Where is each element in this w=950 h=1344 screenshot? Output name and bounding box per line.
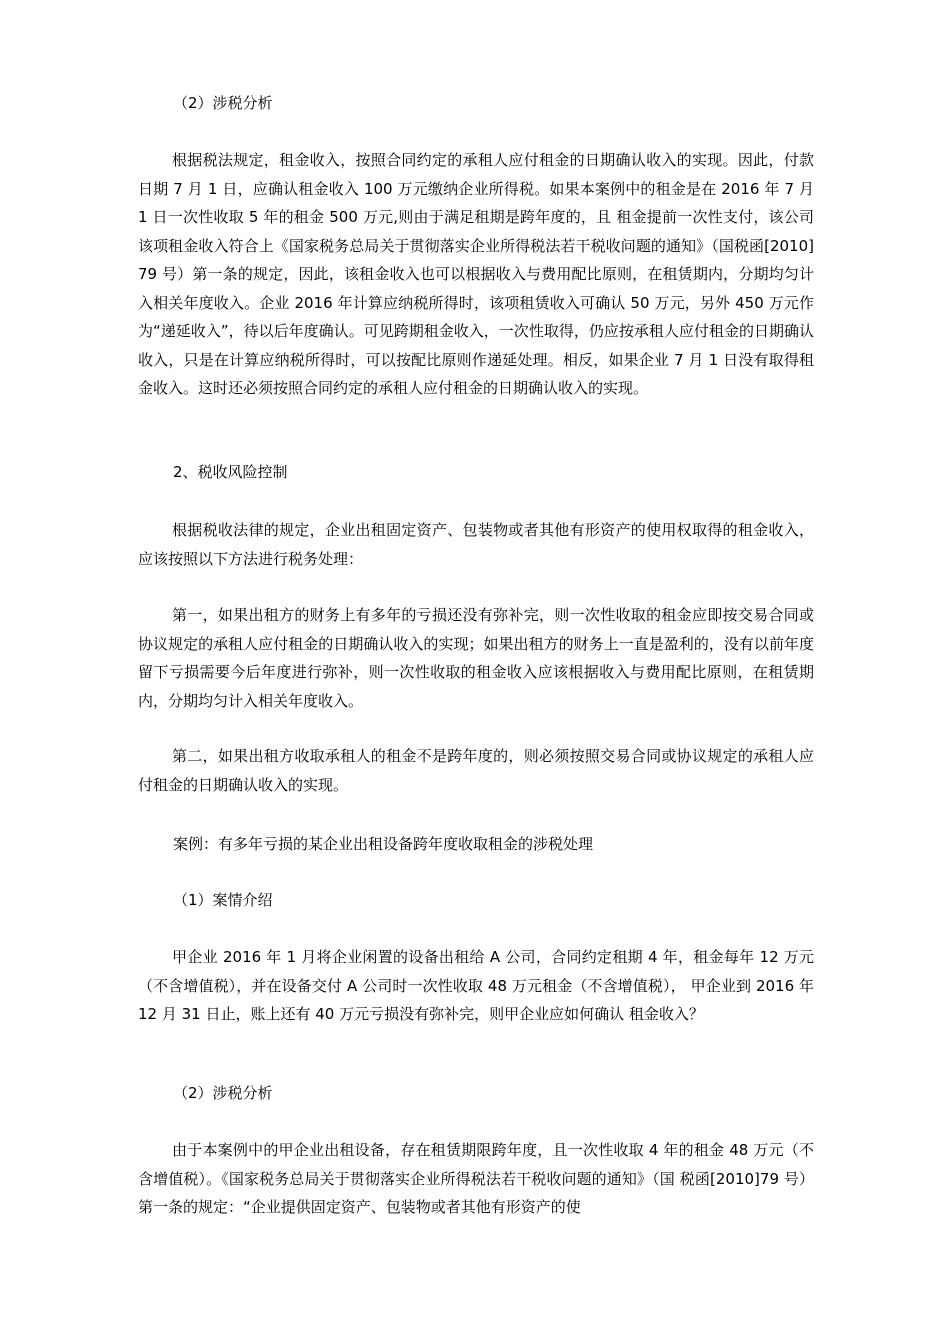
paragraph-tax-law-rules: 根据税收法律的规定，企业出租固定资产、包装物或者其他有形资产的使用权取得的租金收入，应该按照以下方法进行税务处理：: [138, 521, 814, 568]
case-title: 案例：有多年亏损的某企业出租设备跨年度收取租金的涉税处理: [173, 835, 594, 853]
paragraph-case-description: 甲企业 2016 年 1 月将企业闲置的设备出租给 A 公司，合同约定租期 4 年，租金每年 12 万元（不含增值税），并在设备交付 A 公司时一次性收取 48 万元租金（不含增值税）， 甲企业到 2016 年 12 月 31 日止，账上还有 40 万元亏损没有弥补完，则甲企业应如何确认 租金收入？: [138, 948, 814, 1023]
paragraph-second-method: 第二，如果出租方收取承租人的租金不是跨年度的，则必须按照交易合同或协议规定的承租人应付租金的日期确认收入的实现。: [138, 747, 814, 794]
paragraph-case-analysis: 由于本案例中的甲企业出租设备，存在租赁期限跨年度，且一次性收取 4 年的租金 48 万元（不含增值税）。《国家税务总局关于贯彻落实企业所得税法若干税收问题的通知》（国 税函[2010]79 号）第一条的规定：“企业提供固定资产、包装物或者其他有形资产的使: [138, 1141, 814, 1216]
section-heading-risk-control: 2、税收风险控制: [173, 463, 288, 481]
paragraph-first-method: 第一，如果出租方的财务上有多年的亏损还没有弥补完，则一次性收取的租金应即按交易合同或协议规定的承租人应付租金的日期确认收入的实现；如果出租方的财务上一直是盈利的，没有以前年度留下亏损需要今后年度进行弥补，则一次性收取的租金收入应该根据收入与费用配比原则，在租赁期内，分期均匀计入相关年度收入。: [138, 606, 814, 710]
section-heading-tax-analysis-2: （2）涉税分析: [173, 1084, 273, 1102]
paragraph-rent-income-recognition: 根据税法规定，租金收入，按照合同约定的承租人应付租金的日期确认收入的实现。因此，付款日期 7 月 1 日，应确认租金收入 100 万元缴纳企业所得税。如果本案例中的租金是在 2016 年 7 月 1 日一次性收取 5 年的租金 500 万元,则由于满足租期是跨年度的，且 租金提前一次性支付，该公司该项租金收入符合上《国家税务总局关于贯彻落实企业所得税法若干税收问题的通知》（国税函[2010]79 号）第一条的规定，因此，该租金收入也可以根据收入与费用配比原则，在租赁期内，分期均匀计入相关年度收入。企业 2016 年计算应纳税所得时，该项租赁收入可确认 50 万元，另外 450 万元作为“递延收入”，待以后年度确认。可见跨期租金收入，一次性取得，仍应按承租人应付租金的日期确认收入，只是在计算应纳税所得时，可以按配比原则作递延处理。相反，如果企业 7 月 1 日没有取得租金收入。这时还必须按照合同约定的承租人应付租金的日期确认收入的实现。: [138, 151, 814, 397]
section-heading-tax-analysis: （2）涉税分析: [173, 94, 273, 112]
section-heading-case-intro: （1）案情介绍: [173, 891, 273, 909]
